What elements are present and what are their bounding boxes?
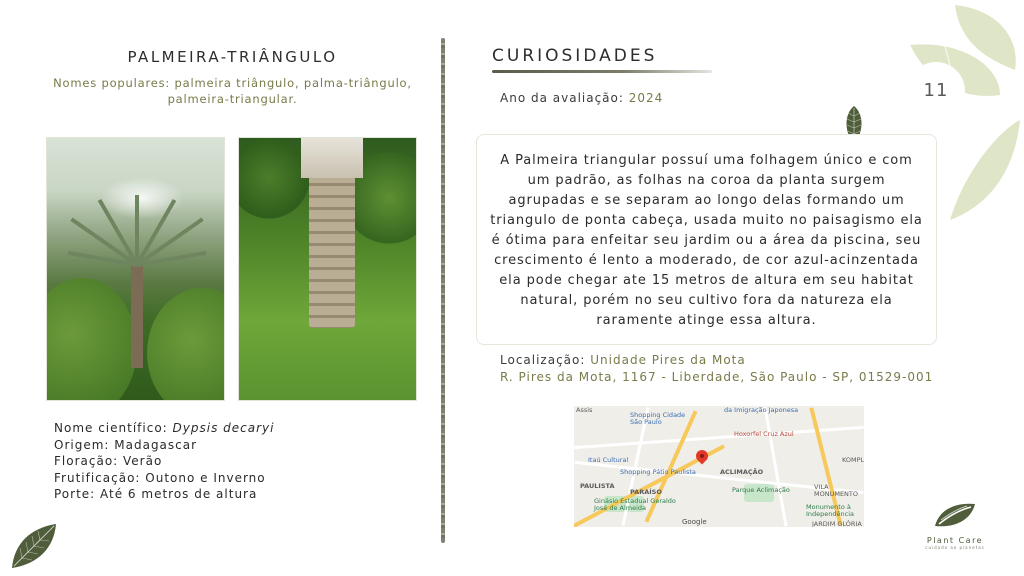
curiosities-title: CURIOSIDADES xyxy=(492,46,658,66)
column-divider xyxy=(441,38,445,543)
map-label-aclimacao: ACLIMAÇÃO xyxy=(720,468,764,476)
leaf-decoration-bottom-left xyxy=(8,522,60,572)
plant-facts xyxy=(54,420,274,503)
map-label-shopping-cidade: Shopping Cidade São Paulo xyxy=(630,411,686,426)
palm-photo-full xyxy=(46,137,225,401)
map-label-hoxorfel: Hoxorfel Cruz Azul xyxy=(734,430,794,438)
map-label-paulista: PAULISTA xyxy=(580,482,615,490)
description-box xyxy=(476,134,937,345)
map-label-monumento: Monumento à Independência xyxy=(806,503,855,518)
logo-name: Plant Care xyxy=(926,536,984,545)
fact-scientific-name: Nome científico: Dypsis decaryi xyxy=(54,421,275,435)
map-label-imigracao: da Imigração Japonesa xyxy=(724,406,799,414)
plant-title: PALMEIRA-TRIÂNGULO xyxy=(127,48,338,66)
map-label-parque: Parque Aclimação xyxy=(732,486,790,494)
fact-flowering: Floração: Verão xyxy=(54,454,163,468)
year-value: 2024 xyxy=(628,91,664,105)
map-label-assis: Assis xyxy=(576,406,593,414)
address: R. Pires da Mota, 1167 - Liberdade, São Paulo - SP, 01529-001 xyxy=(500,370,934,384)
location-info: Localização: Unidade Pires da Mota R. Pires da Mota, 1167 - Liberdade, São Paulo - SP, 01529-001 xyxy=(500,353,934,384)
fact-size: Porte: Até 6 metros de altura xyxy=(54,487,258,501)
evaluation-year: Ano da avaliação: 2024 xyxy=(500,91,664,105)
map-label-ginasio: Ginásio Estadual Geraldo José de Almeida xyxy=(594,497,676,512)
map-label-itau: Itaú Cultural xyxy=(588,456,629,464)
google-logo: Google xyxy=(682,518,707,526)
location-value: Unidade Pires da Mota xyxy=(590,353,746,367)
popular-names: Nomes populares: palmeira triângulo, palma-triângulo, palmeira-triangular. xyxy=(53,76,412,106)
title-underline xyxy=(492,70,712,73)
page-number: 11 xyxy=(907,62,965,120)
map-label-patio: Shopping Pátio Paulista xyxy=(620,468,696,476)
plant-care-leaf-icon xyxy=(931,500,979,530)
map-label-paraiso: PARAÍSO xyxy=(630,488,662,496)
palm-photo-trunk xyxy=(238,137,417,401)
location-map[interactable] xyxy=(574,406,864,527)
scientific-name-value: Dypsis decaryi xyxy=(172,421,275,435)
fact-fruiting: Frutificação: Outono e Inverno xyxy=(54,470,266,485)
map-label-jardim: JARDIM GLÓRIA xyxy=(812,520,862,527)
plant-care-logo xyxy=(920,500,990,550)
logo-tagline: cuidado ao planetas xyxy=(925,545,985,550)
description-text: A Palmeira triangular possuí uma folhagem único e com um padrão, as folhas na coroa da planta surgem agrupadas e se separam ao longo delas formando um triangulo de ponta cabeça, usada muito no paisagismo ela é ótima para enfeitar seu jardim ou a área da piscina, seu crescimento é lento a moderado, de cor azul-acinzentada ela pode chegar ate 15 metros de altura em seu habitat natural, porém no seu cultivo fora da natureza ela raramente atinge essa altura. xyxy=(490,153,923,328)
map-label-vila: VILA MONUMENTO xyxy=(814,483,859,498)
map-label-kompl: KOMPL xyxy=(842,456,864,464)
fact-origin: Origem: Madagascar xyxy=(54,437,198,452)
